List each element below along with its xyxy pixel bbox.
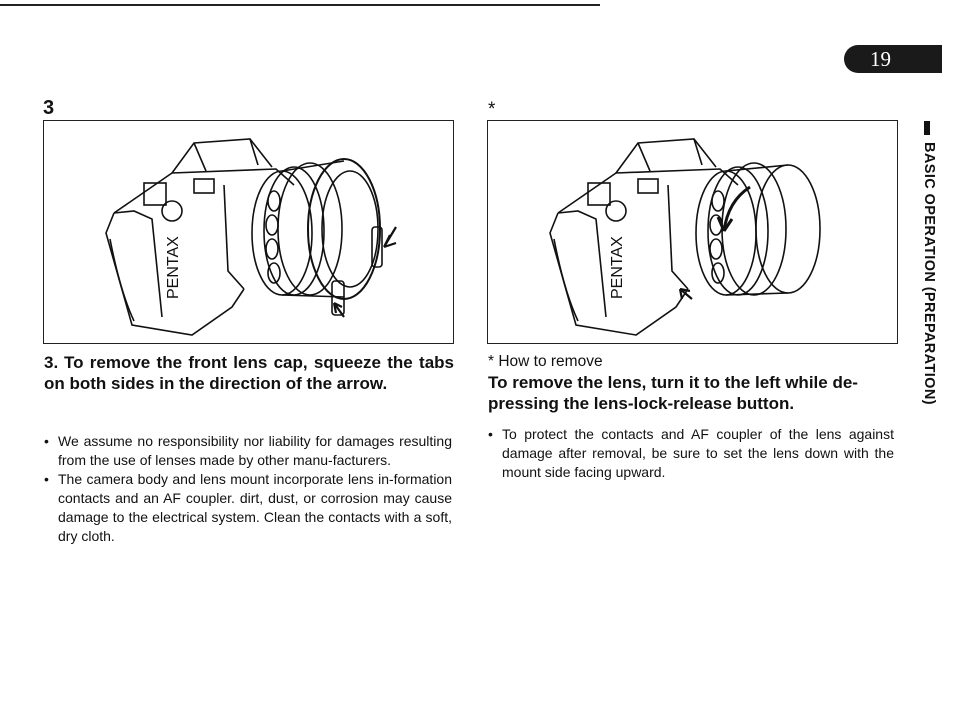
section-marker — [924, 121, 930, 135]
asterisk-heading: * — [488, 99, 496, 120]
step-heading-number: 3. — [44, 353, 59, 372]
camera-illustration — [44, 121, 453, 343]
list-item: • We assume no responsibility nor liability for damages resulting from the use of lenses made by other manu-facturers. — [44, 432, 452, 470]
step-heading — [44, 352, 454, 394]
list-item: • To protect the contacts and AF coupler of the lens against damage after removal, be sure to set the lens down with the mount side facing upward. — [488, 425, 894, 482]
step-heading-text: To remove the front lens cap, squeeze the tabs on both sides in the direction of the arrow. — [44, 353, 454, 393]
page-number: 19 — [870, 47, 891, 71]
camera-brand-label: PENTAX — [609, 236, 626, 299]
camera-illustration-lens-removal — [488, 121, 897, 343]
removal-heading: To remove the lens, turn it to the left while de-pressing the lens-lock-release button. — [488, 373, 858, 413]
how-to-remove-label: * How to remove — [488, 353, 603, 370]
left-notes-list — [44, 432, 452, 546]
camera-brand-label: PENTAX — [165, 236, 182, 299]
step-number: 3 — [43, 97, 55, 119]
figure-lens-cap-removal — [43, 120, 454, 344]
right-notes-list — [488, 425, 894, 482]
figure-lens-removal — [487, 120, 898, 344]
list-item: • The camera body and lens mount incorporate lens in-formation contacts and an AF coupler. dirt, dust, or corrosion may cause damage to the electrical system. Clean the contacts with a soft, dry cloth. — [44, 470, 452, 546]
section-side-label: BASIC OPERATION (PREPARATION) — [921, 142, 937, 405]
page-number-tab — [844, 45, 942, 73]
top-rule — [0, 4, 600, 6]
